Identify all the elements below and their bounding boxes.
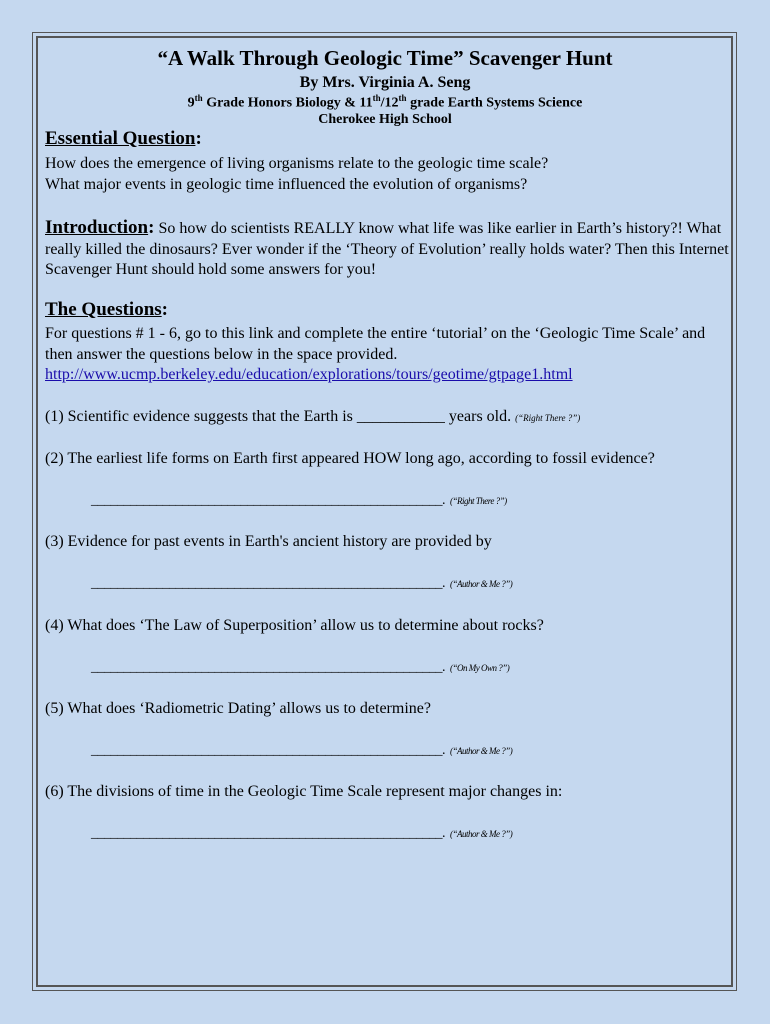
essential-question-line-1: How does the emergence of living organisms relate to the geologic time scale?	[45, 155, 549, 172]
school-name: Cherokee High School	[318, 112, 452, 127]
essential-question-line-2: What major events in geologic time influenced the evolution of organisms?	[45, 176, 528, 193]
link-line	[45, 365, 735, 386]
question-6-hint: (“Author & Me ?”)	[450, 829, 513, 839]
document-author: By Mrs. Virginia A. Seng	[299, 74, 471, 91]
question-3-answer-blank: ______________________________________________________. (“Author & Me ?”)	[91, 576, 513, 591]
question-6: (6) The divisions of time in the Geologic Time Scale represent major changes in:	[45, 783, 563, 800]
questions-instructions: For questions # 1 - 6, go to this link and complete the entire ‘tutorial’ on the ‘Geologic Time Scale’ and then answer the questions below in the space provided.	[45, 325, 706, 363]
question-3-hint: (“Author & Me ?”)	[450, 579, 513, 589]
questions-heading: The Questions:	[45, 299, 168, 320]
question-5-answer-blank: ______________________________________________________. (“Author & Me ?”)	[91, 743, 513, 758]
question-2-answer-blank: ______________________________________________________. (“Right There ?”)	[91, 493, 507, 508]
question-4-answer-blank: ______________________________________________________. (“On My Own ?”)	[91, 660, 510, 675]
question-2: (2) The earliest life forms on Earth first appeared HOW long ago, according to fossil evidence?	[45, 450, 655, 467]
question-5: (5) What does ‘Radiometric Dating’ allows us to determine?	[45, 700, 431, 717]
question-3: (3) Evidence for past events in Earth's ancient history are provided by	[45, 533, 492, 550]
grade-line: 9th Grade Honors Biology & 11th/12th grade Earth Systems Science	[187, 93, 583, 111]
document-title: “A Walk Through Geologic Time” Scavenger Hunt	[157, 46, 613, 70]
question-1: (1) Scientific evidence suggests that the Earth is ___________ years old. (“Right There ?”)	[45, 408, 581, 425]
question-2-hint: (“Right There ?”)	[450, 496, 507, 506]
question-5-hint: (“Author & Me ?”)	[450, 746, 513, 756]
question-6-answer-blank: ______________________________________________________. (“Author & Me ?”)	[91, 826, 513, 841]
question-4: (4) What does ‘The Law of Superposition’ allow us to determine about rocks?	[45, 617, 544, 634]
question-1-hint: (“Right There ?”)	[515, 413, 581, 423]
introduction-paragraph: Introduction: So how do scientists REALLY know what life was like earlier in Earth’s history?! What really killed the dinosaurs? Ever wonder if the ‘Theory of Evolution’ really holds water? Then this Internet Scavenger Hunt should hold some answers for you!	[45, 217, 729, 278]
essential-question-heading: Essential Question:	[45, 128, 202, 149]
geotime-link[interactable]: http://www.ucmp.berkeley.edu/education/explorations/tours/geotime/gtpage1.html	[45, 366, 573, 383]
question-4-hint: (“On My Own ?”)	[450, 663, 510, 673]
